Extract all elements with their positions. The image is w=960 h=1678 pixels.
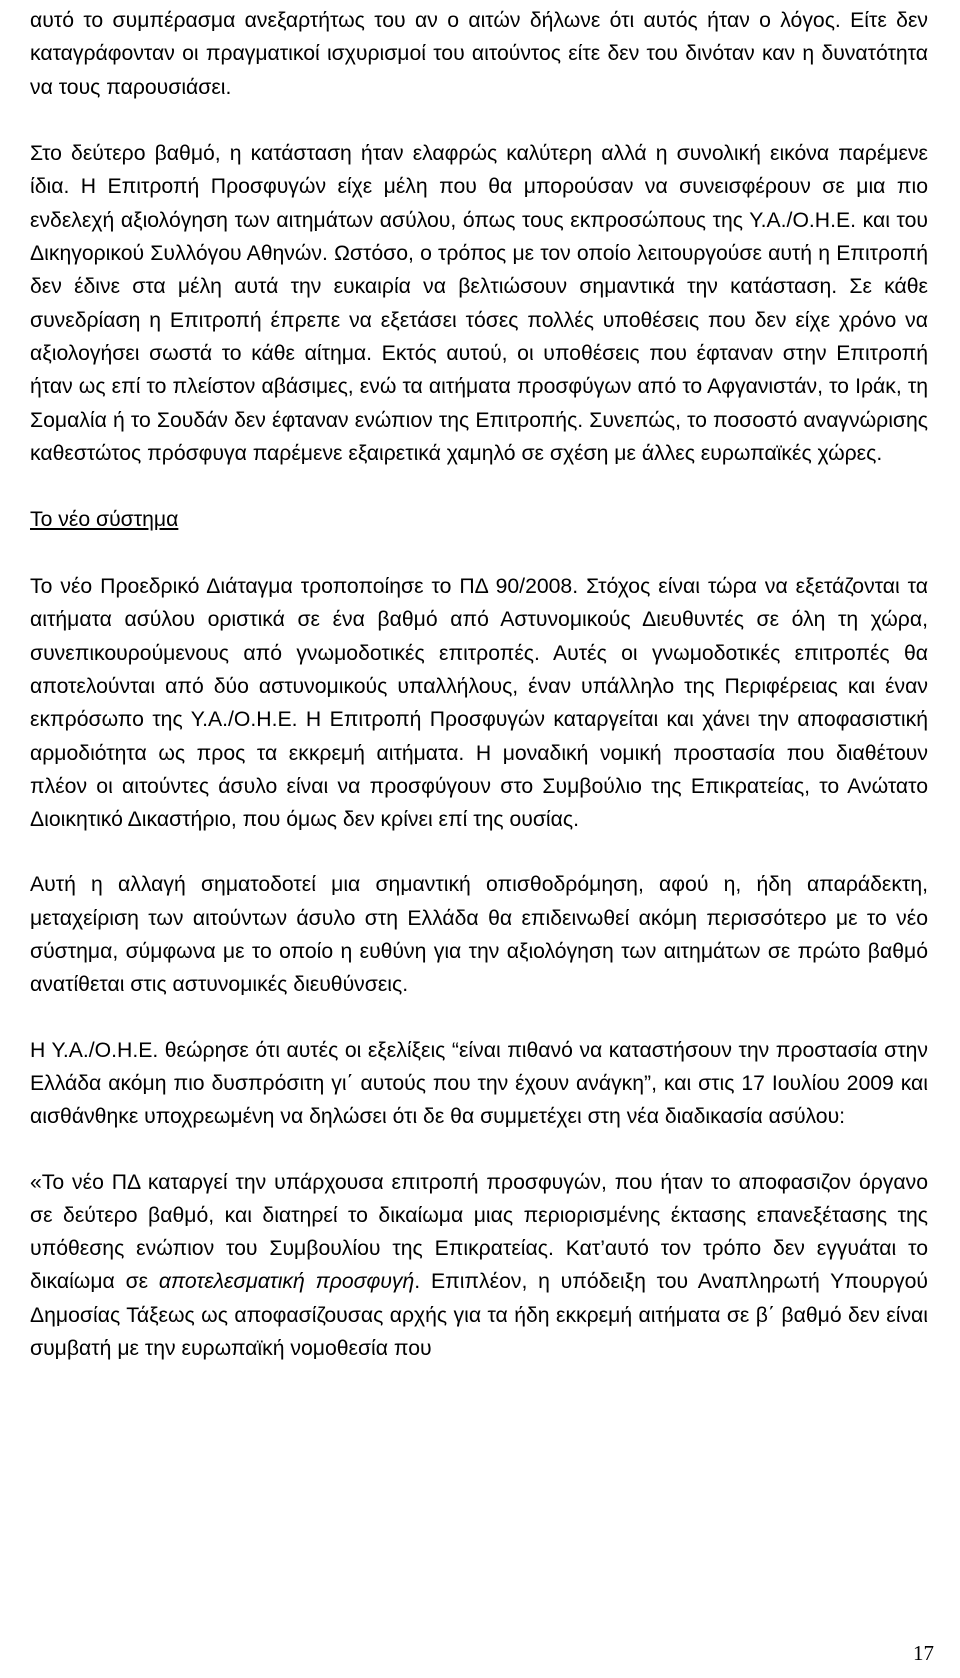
quote-text-end: . Επιπλέον, η υπόδειξη του Αναπληρωτή Υπουργού Δημοσίας Τάξεως ως αποφασίζουσας αρχής για τα ήδη εκκρεμή αιτήματα σε β΄ βαθμό δεν είναι συμβατή με την ευρωπαϊκή νομοθεσία που	[30, 1270, 928, 1360]
section-heading: Το νέο σύστημα	[30, 508, 179, 532]
new-decree-paragraph: Το νέο Προεδρικό Διάταγμα τροποποίησε το ΠΔ 90/2008. Στόχος είναι τώρα να εξετάζονται τα αιτήματα ασύλου οριστικά σε ένα βαθμό από Αστυνομικούς Διευθυντές σε όλη τη χώρα, συνεπικουρούμενους από γνωμοδοτικές επιτροπές. Αυτές οι γνωμοδοτικές επιτροπές θα αποτελούνται από δύο αστυνομικούς υπαλλήλους, έναν υπάλληλο της Περιφέρειας και έναν εκπρόσωπο της Υ.Α./Ο.Η.Ε. Η Επιτροπή Προσφυγών καταργείται και χάνει την αποφασιστική αρμοδιότητα ως προς τα εκκρεμή αιτήματα. Η μοναδική νομική προστασία που διαθέτουν πλέον οι αιτούντες άσυλο είναι να προσφύγουν στο Συμβούλιο της Επικρατείας, το Ανώτατο Διοικητικό Δικαστήριο, που όμως δεν κρίνει επί της ουσίας.	[30, 575, 928, 832]
appeals-committee-paragraph: Στο δεύτερο βαθμό, η κατάσταση ήταν ελαφρώς καλύτερη αλλά η συνολική εικόνα παρέμενε ίδια. Η Επιτροπή Προσφυγών είχε μέλη που θα μπορούσαν να συνεισφέρουν σε μια πιο ενδελεχή αξιολόγηση των αιτημάτων ασύλου, όπως τους εκπροσώπους της Υ.Α./Ο.Η.Ε. και του Δικηγορικού Συλλόγου Αθηνών. Ωστόσο, ο τρόπος με τον οποίο λειτουργούσε αυτή η Επιτροπή δεν έδινε στα μέλη αυτά την ευκαιρία να βελτιώσουν σημαντικά την κατάσταση. Σε κάθε συνεδρίαση η Επιτροπή έπρεπε να εξετάσει τόσες πολλές υποθέσεις που δεν είχε χρόνο να αξιολογήσει σωστά το κάθε αίτημα. Εκτός αυτού, οι υποθέσεις που έφταναν στην Επιτροπή ήταν ως επί το πλείστον αβάσιμες, ενώ τα αιτήματα προσφύγων από το Αφγανιστάν, το Ιράκ, τη Σομαλία ή το Σουδάν δεν έφταναν ενώπιον της Επιτροπής. Συνεπώς, το ποσοστό αναγνώρισης καθεστώτος πρόσφυγα παρέμενε εξαιρετικά χαμηλό σε σχέση με άλλες ευρωπαϊκές χώρες.	[30, 142, 928, 465]
quote-italic-text: αποτελεσματική προσφυγή	[158, 1270, 415, 1294]
quote-paragraph	[30, 1166, 928, 1366]
unhcr-paragraph: Η Υ.Α./Ο.Η.Ε. θεώρησε ότι αυτές οι εξελίξεις “είναι πιθανό να καταστήσουν την προστασία στην Ελλάδα ακόμη πιο δυσπρόσιτη γι΄ αυτούς που την έχουν ανάγκη”, και στις 17 Ιουλίου 2009 και αισθάνθηκε υποχρεωμένη να δηλώσει ότι δε θα συμμετέχει στη νέα διαδικασία ασύλου:	[30, 1038, 928, 1129]
document-body	[30, 0, 928, 1365]
page-number: 17	[913, 1641, 934, 1665]
continuation-paragraph: αυτό το συμπέρασμα ανεξαρτήτως του αν ο αιτών δήλωνε ότι αυτός ήταν ο λόγος. Είτε δεν καταγράφονταν οι πραγματικοί ισχυρισμοί του αιτούντος είτε δεν του δινόταν καν η δυνατότητα να τους παρουσιάσει.	[30, 9, 928, 99]
setback-paragraph: Αυτή η αλλαγή σηματοδοτεί μια σημαντική οπισθοδρόμηση, αφού η, ήδη απαράδεκτη, μεταχείριση των αιτούντων άσυλο στη Ελλάδα θα επιδεινωθεί ακόμη περισσότερο με το νέο σύστημα, σύμφωνα με το οποίο η ευθύνη για την αξιολόγηση των αιτημάτων σε πρώτο βαθμό ανατίθεται στις αστυνομικές διευθύνσεις.	[30, 873, 928, 997]
quote-text-start: «Το νέο ΠΔ καταργεί την υπάρχουσα επιτροπή προσφυγών, που ήταν το αποφασιζον όργανο σε δεύτερο βαθμό, και διατηρεί το δικαίωμα μιας περιορισμένης έκτασης επανεξέτασης της υπόθεσης ενώπιον του Συμβουλίου της Επικρατείας. Κατ’αυτό τον τρόπο δεν εγγυάται το δικαίωμα σε	[30, 1170, 928, 1294]
